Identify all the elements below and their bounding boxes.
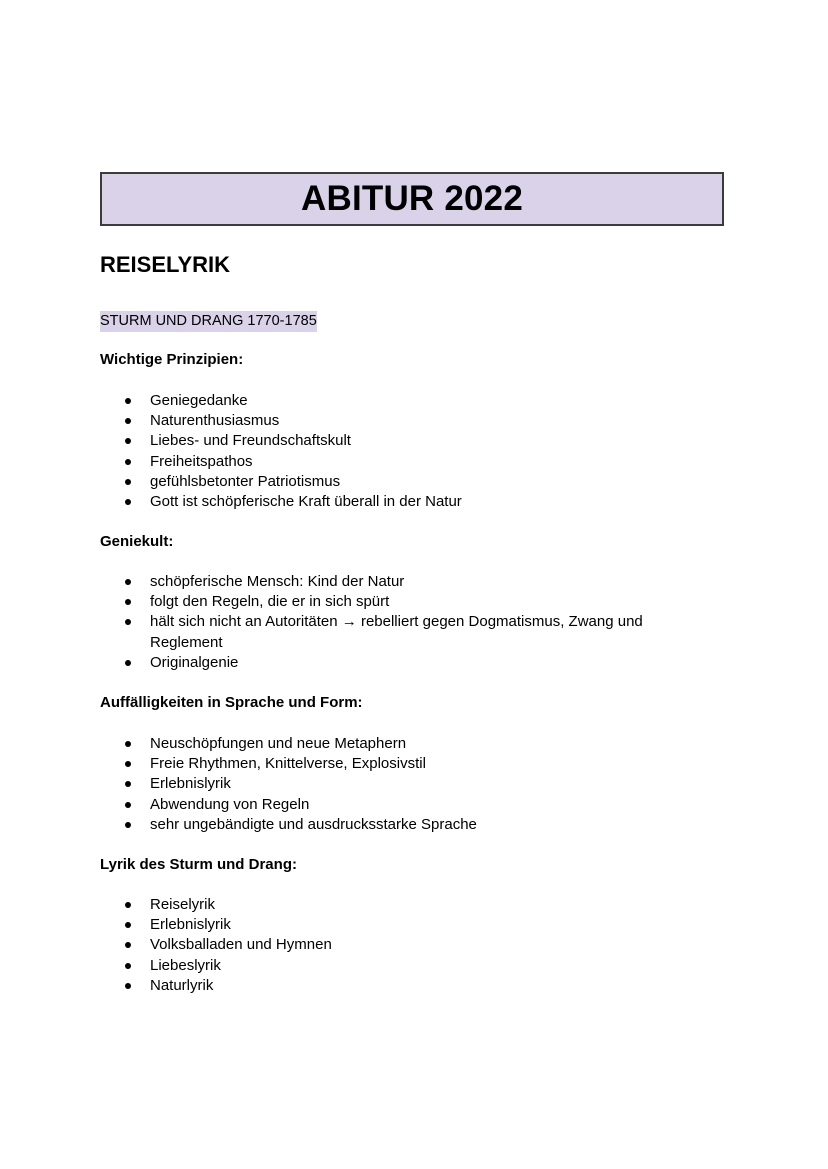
list-item: folgt den Regeln, die er in sich spürt [100,592,700,612]
bullet-icon [125,802,131,808]
list-item: gefühlsbetonter Patriotismus [100,472,700,492]
list-item: sehr ungebändigte und ausdrucksstarke Sprache [100,815,700,835]
epoch-label: STURM UND DRANG 1770-1785 [100,311,317,332]
bullet-icon [125,781,131,787]
bullet-icon [125,479,131,485]
document-title: ABITUR 2022 [301,179,523,218]
list-item: Erlebnislyrik [100,915,700,935]
list-item: Volksballaden und Hymnen [100,935,700,955]
lyrik-list [100,895,700,996]
bullet-icon [125,398,131,404]
list-item: Reiselyrik [100,895,700,915]
bullet-icon [125,922,131,928]
bullet-icon [125,599,131,605]
list-item: Liebeslyrik [100,956,700,976]
principles-list [100,391,700,512]
bullet-icon [125,619,131,625]
geniekult-list [100,572,700,673]
bullet-icon [125,499,131,505]
list-item: Freie Rhythmen, Knittelverse, Explosivstil [100,754,700,774]
list-item: Naturenthusiasmus [100,411,700,431]
bullet-icon [125,902,131,908]
bullet-icon [125,963,131,969]
list-item: Geniegedanke [100,391,700,411]
list-item: Abwendung von Regeln [100,795,700,815]
section-heading-geniekult: Geniekult: [100,533,174,550]
bullet-icon [125,942,131,948]
list-item: Freiheitspathos [100,452,700,472]
bullet-icon [125,579,131,585]
list-item: Naturlyrik [100,976,700,996]
section-heading-lyrik: Lyrik des Sturm und Drang: [100,856,297,873]
list-item: Erlebnislyrik [100,774,700,794]
list-item: schöpferische Mensch: Kind der Natur [100,572,700,592]
language-form-list [100,734,700,835]
bullet-icon [125,459,131,465]
bullet-icon [125,822,131,828]
list-item: hält sich nicht an Autoritäten → rebelliert gegen Dogmatismus, Zwang und Reglement [100,612,700,652]
bullet-icon [125,983,131,989]
bullet-icon [125,418,131,424]
main-heading: REISELYRIK [100,252,231,277]
section-heading-principles: Wichtige Prinzipien: [100,351,244,368]
bullet-icon [125,660,131,666]
list-item: Liebes- und Freundschaftskult [100,431,700,451]
bullet-icon [125,761,131,767]
list-item: Gott ist schöpferische Kraft überall in der Natur [100,492,700,512]
list-item: Neuschöpfungen und neue Metaphern [100,734,700,754]
section-heading-language-form: Auffälligkeiten in Sprache und Form: [100,694,363,711]
list-item: Originalgenie [100,653,700,673]
title-box [100,172,724,226]
bullet-icon [125,438,131,444]
bullet-icon [125,741,131,747]
